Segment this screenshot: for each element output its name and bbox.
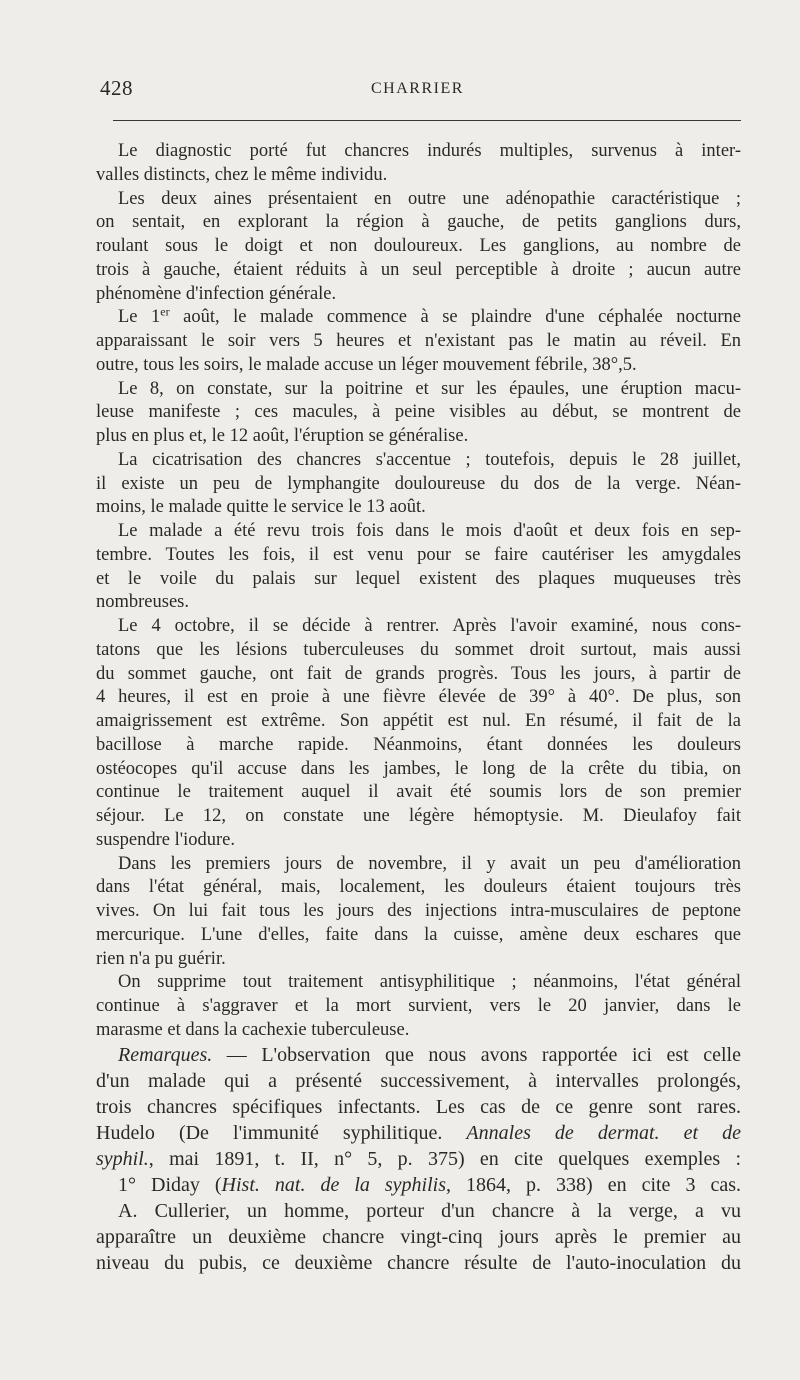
text-line: apparaissant le soir vers 5 heures et n'existant pas le matin au réveil. En — [96, 331, 741, 351]
text-line: du sommet gauche, ont fait de grands progrès. Tous les jours, à partir de — [96, 663, 741, 684]
text-line: phénomène d'infection générale. — [96, 283, 337, 304]
text-line: séjour. Le 12, on constate une légère hémoptysie. M. Dieulafoy fait — [96, 806, 741, 826]
text-line: apparaître un deuxième chancre vingt-cinq jours après le premier au — [96, 1226, 741, 1248]
text-line: mercurique. L'une d'elles, faite dans la cuisse, amène deux eschares que — [96, 924, 741, 945]
text-line: leuse manifeste ; ces macules, à peine visibles au début, se montrent de — [96, 402, 741, 423]
text-line: bacillose à marche rapide. Néanmoins, étant données les douleurs — [96, 734, 741, 755]
text-line: Le malade a été revu trois fois dans le mois d'août et deux fois en sep- — [118, 521, 741, 541]
text-line: Remarques. — L'observation que nous avons rapportée ici est celle — [118, 1044, 741, 1066]
text-line: suspendre l'iodure. — [96, 829, 235, 850]
text-line: nombreuses. — [96, 592, 189, 613]
text-line: trois à gauche, étaient réduits à un seul perceptible à droite ; aucun autre — [96, 259, 741, 280]
text-line: ostéocopes qu'il accuse dans les jambes, le long de la crête du tibia, on — [96, 758, 741, 779]
text-line: plus en plus et, le 12 août, l'éruption se généralise. — [96, 426, 469, 446]
text-line: On supprime tout traitement antisyphilitique ; néanmoins, l'état général — [118, 972, 741, 993]
text-line: continue le traitement auquel il avait été soumis lors de son premier — [96, 782, 741, 803]
text-line: moins, le malade quitte le service le 13 août. — [96, 497, 426, 518]
case-report-body — [96, 140, 741, 1043]
text-line: Hudelo (De l'immunité syphilitique. Annales de dermat. et de — [96, 1122, 741, 1144]
page-number: 428 — [100, 76, 133, 100]
text-line: outre, tous les soirs, le malade accuse un léger mouvement fébrile, 38°,5. — [96, 354, 637, 375]
text-line: tatons que les lésions tuberculeuses du sommet droit surtout, mais aussi — [96, 639, 741, 660]
text-line: et le voile du palais sur lequel existent des plaques muqueuses très — [96, 568, 741, 589]
text-line: trois chancres spécifiques infectants. Les cas de ce genre sont rares. — [96, 1096, 741, 1118]
text-line: Le diagnostic porté fut chancres indurés multiples, survenus à inter- — [118, 141, 741, 161]
remarks-heading: Remarques. — [118, 1044, 213, 1066]
text-line: roulant sous le doigt et non douloureux. Les ganglions, au nombre de — [96, 236, 741, 256]
text-line: syphil., mai 1891, t. II, n° 5, p. 375) en cite quelques exemples : — [96, 1148, 741, 1170]
text-line: Les deux aines présentaient en outre une adénopathie caractéristique ; — [118, 188, 741, 209]
text-line: d'un malade qui a présenté successivement, à intervalles prolongés, — [96, 1070, 741, 1092]
text-line: Le 8, on constate, sur la poitrine et sur les épaules, une éruption macu- — [118, 378, 741, 399]
text-line: marasme et dans la cachexie tuberculeuse. — [96, 1019, 410, 1040]
text-line: Dans les premiers jours de novembre, il y avait un peu d'amélioration — [118, 853, 741, 874]
text-line: niveau du pubis, ce deuxième chancre résulte de l'auto-inoculation du — [96, 1252, 741, 1274]
text-line: on sentait, en explorant la région à gauche, de petits ganglions durs, — [96, 212, 741, 233]
text-line: A. Cullerier, un homme, porteur d'un chancre à la verge, a vu — [118, 1200, 741, 1222]
header-rule — [113, 120, 741, 121]
text-line: dans l'état général, mais, localement, les douleurs étaient toujours très — [96, 877, 741, 898]
text-line: il existe un peu de lymphangite douloureuse du dos de la verge. Néan- — [96, 473, 741, 494]
text-line: 4 heures, il est en proie à une fièvre élevée de 39° à 40°. De plus, son — [96, 687, 741, 708]
running-title: CHARRIER — [371, 80, 464, 97]
remarks-section — [96, 1042, 741, 1276]
text-line: rien n'a pu guérir. — [96, 948, 226, 969]
text-line: Le 1er août, le malade commence à se plaindre d'une céphalée nocturne — [118, 304, 741, 328]
text-line: Le 4 octobre, il se décide à rentrer. Après l'avoir examiné, nous cons- — [118, 616, 741, 636]
text-line: amaigrissement est extrême. Son appétit est nul. En résumé, il fait de la — [96, 711, 741, 731]
text-line: valles distincts, chez le même individu. — [96, 164, 388, 185]
text-line: 1° Diday (Hist. nat. de la syphilis, 1864, p. 338) en cite 3 cas. — [118, 1174, 741, 1196]
text-line: La cicatrisation des chancres s'accentue ; toutefois, depuis le 28 juillet, — [118, 449, 741, 470]
text-line: tembre. Toutes les fois, il est venu pour se faire cautériser les amygdales — [96, 544, 741, 565]
text-line: continue à s'aggraver et la mort survient, vers le 20 janvier, dans le — [96, 996, 741, 1016]
text-line: vives. On lui fait tous les jours des injections intra-musculaires de peptone — [96, 901, 741, 921]
